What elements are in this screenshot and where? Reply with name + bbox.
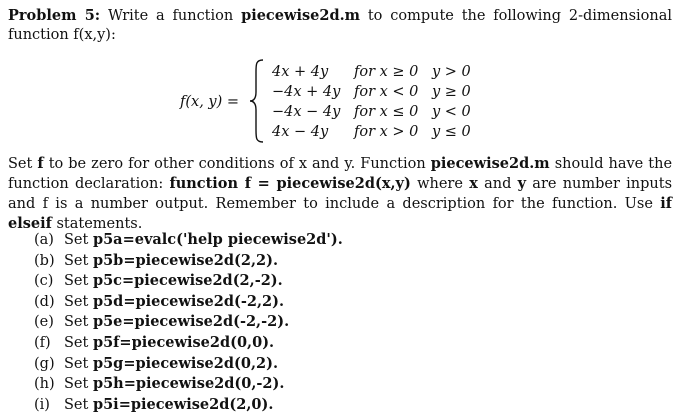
para-text-3: should have the function declaration: (8, 156, 673, 192)
case-cond1: for x ≥ 0 (354, 64, 419, 80)
item-code: p5g=piecewise2d(0,2). (92, 354, 278, 372)
para-ifelse-bold: if elseif (8, 195, 673, 232)
item-prefix: Set (64, 252, 89, 269)
task-list (34, 230, 343, 415)
case-cond2: y ≤ 0 (432, 124, 471, 140)
item-label: (d) (34, 293, 55, 310)
list-item (34, 395, 343, 415)
item-label: (f) (34, 334, 51, 351)
item-prefix: Set (64, 293, 89, 310)
item-code: p5c=piecewise2d(2,-2). (92, 272, 283, 290)
case-expr: −4x + 4y (272, 84, 341, 100)
item-code: p5h=piecewise2d(0,-2). (92, 375, 285, 393)
function-declaration: function f = piecewise2d(x,y) (169, 175, 411, 192)
item-prefix: Set (64, 355, 89, 372)
para-text-5: and (484, 176, 512, 192)
problem-intro (8, 6, 672, 45)
item-code: p5b=piecewise2d(2,2). (92, 251, 278, 269)
para-function-filename: piecewise2d.m (430, 155, 550, 172)
item-label: (i) (34, 396, 50, 413)
list-item (34, 251, 343, 272)
item-prefix: Set (64, 232, 89, 248)
list-item (34, 312, 343, 333)
case-cond2: y < 0 (432, 104, 471, 120)
para-text-2: to be zero for other conditions of x and y. Function (48, 156, 426, 172)
equation-lhs: f(x, y) = (180, 94, 240, 110)
case-row (272, 62, 492, 82)
item-prefix: Set (64, 314, 89, 331)
item-code: p5e=piecewise2d(-2,-2). (92, 313, 290, 331)
list-item (34, 292, 343, 313)
item-code: p5i=piecewise2d(2,0). (92, 395, 274, 413)
item-label: (g) (34, 355, 55, 372)
item-label: (h) (34, 376, 55, 393)
item-label: (e) (34, 314, 54, 331)
function-filename: piecewise2d.m (241, 7, 360, 24)
left-brace (248, 58, 266, 144)
case-cond2: y > 0 (432, 64, 471, 80)
item-label: (a) (34, 232, 54, 248)
item-prefix: Set (64, 273, 89, 290)
para-text-1: Set (8, 156, 33, 172)
list-item (34, 333, 343, 354)
para-text-6: are number inputs and f is a number output. Remember to include a description for the function. Use (8, 176, 673, 212)
intro-text-2: to compute the following 2-dimensional function f(x,y): (8, 8, 673, 43)
list-item (34, 230, 343, 251)
case-cond1: for x ≤ 0 (354, 104, 419, 120)
case-expr: 4x + 4y (272, 64, 329, 80)
item-prefix: Set (64, 334, 89, 351)
item-code: p5f=piecewise2d(0,0). (92, 333, 275, 351)
item-code: p5d=piecewise2d(-2,2). (92, 292, 285, 310)
list-item (34, 354, 343, 375)
item-code: p5a=evalc('help piecewise2d'). (92, 231, 343, 248)
para-f-bold: f (37, 155, 44, 172)
list-item (34, 271, 343, 292)
case-cond2: y ≥ 0 (432, 84, 471, 100)
problem-heading: Problem 5: (8, 7, 101, 24)
case-row (272, 102, 492, 122)
para-text-7: statements. (56, 216, 143, 232)
item-prefix: Set (64, 396, 89, 413)
case-row (272, 122, 492, 142)
problem-page (8, 6, 673, 413)
para-text-4: where (417, 176, 463, 192)
case-expr: −4x − 4y (272, 104, 341, 120)
case-cond1: for x > 0 (354, 124, 419, 140)
intro-text-1: Write a function (107, 8, 234, 24)
para-x-bold: x (469, 175, 478, 192)
case-cond1: for x < 0 (354, 84, 419, 100)
instructions-paragraph (8, 154, 672, 234)
cases-list (272, 62, 492, 142)
item-prefix: Set (64, 376, 89, 393)
case-expr: 4x − 4y (272, 124, 329, 140)
piecewise-equation (8, 60, 672, 146)
list-item (34, 374, 343, 395)
item-label: (c) (34, 273, 54, 290)
case-row (272, 82, 492, 102)
para-y-bold: y (517, 175, 527, 192)
item-label: (b) (34, 252, 55, 269)
